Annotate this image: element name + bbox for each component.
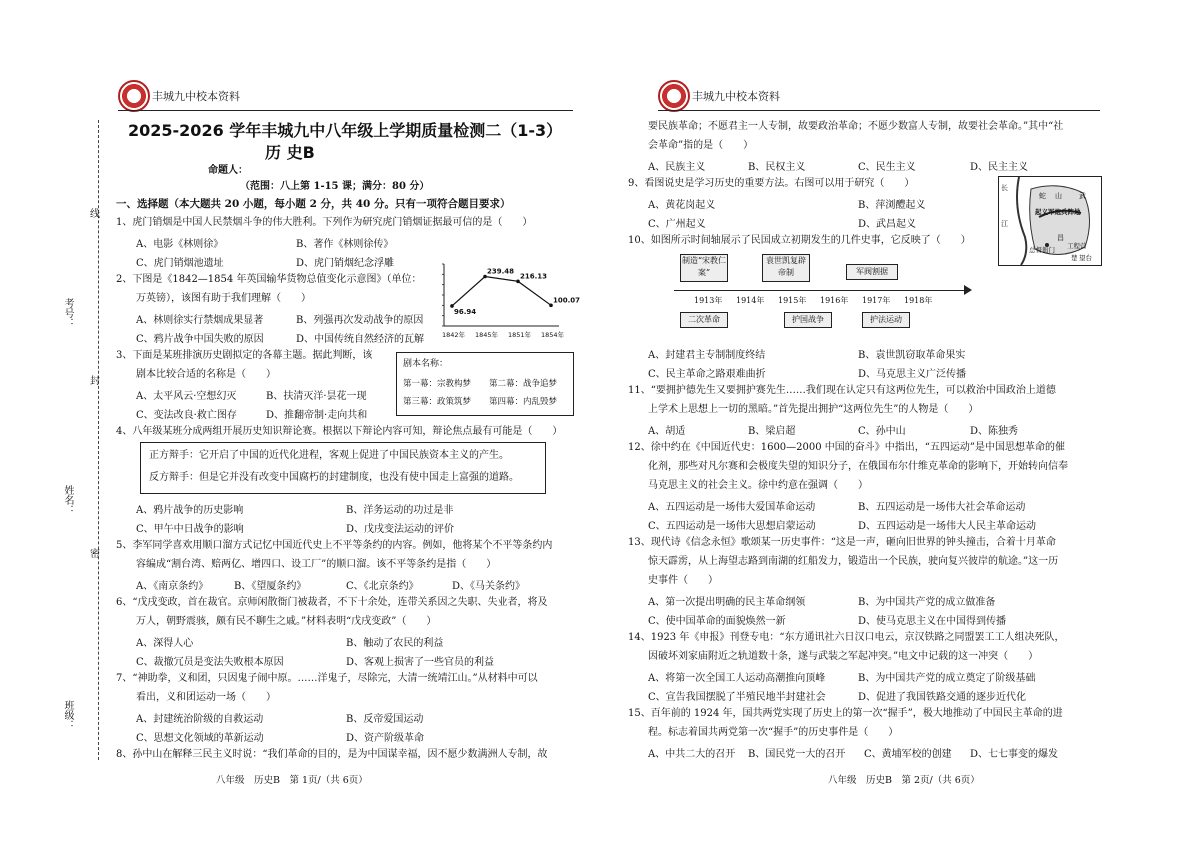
school-logo-icon-right: [658, 80, 690, 112]
timeline-year-1916: 1916年: [820, 296, 849, 305]
q8-stem-2: 要民族革命；不愿君主一人专制，故要政治革命；不愿少数富人专制，故要社会革命。”其中“社: [648, 121, 1064, 132]
q7-option-c: C、思想文化领域的革新运动: [136, 733, 264, 744]
q5-stem-1: 5、李军同学喜欢用顺口溜方式记忆中国近代史上不平等条约的内容。例如，他将某个不平等条约内: [116, 540, 553, 551]
timeline-event-national-protection: 护国战争: [784, 312, 832, 328]
timeline-year-1915: 1915年: [778, 296, 807, 305]
q2-option-d: D、中国传统自然经济的瓦解: [296, 334, 425, 345]
q10-stem: 10、如图所示时间轴展示了民国成立初期发生的几件史事，它反映了（ ）: [628, 235, 971, 246]
q6-stem-2: 万人，朝野震骇，颇有民不聊生之戚。”材料表明“戊戌变政”（ ）: [136, 616, 437, 627]
footer-left: 八年级 历史B 第 1页/（共 6页）: [216, 775, 368, 786]
timeline-event-warlords: 军阀割据: [846, 264, 898, 280]
q2-option-b: B、列强再次发动战争的原因: [296, 315, 424, 326]
timeline-year-1913: 1913年: [694, 296, 723, 305]
q2-option-c: C、鸦片战争中国失败的原因: [136, 334, 264, 345]
q5-option-b: B、《望厦条约》: [234, 581, 307, 592]
q1-option-d: D、虎门销烟纪念浮雕: [296, 258, 395, 269]
timeline-axis: [674, 290, 964, 291]
map-label-chang: 长: [1001, 184, 1008, 192]
q15-option-c: C、黄埔军校的创建: [864, 749, 952, 760]
q2-stem-2: 万英镑），该图有助于我们理解（ ）: [136, 293, 311, 304]
drama-act4: 第四幕：内乱毁梦: [489, 397, 558, 407]
q6-option-d: D、客观上损害了一些官员的利益: [346, 657, 495, 668]
wuchang-map: [998, 176, 1102, 266]
exam-scope: （范围：八上第 1-15 课；满分：80 分）: [240, 181, 430, 192]
q5-option-a: A、《南京条约》: [136, 581, 209, 592]
q3-stem-2: 剧本比较合适的名称是（ ）: [136, 369, 276, 380]
map-label-wangtai: 望台: [1079, 254, 1092, 262]
q12-stem-3: 马克思主义的社会主义。徐中约意在强调（ ）: [648, 480, 868, 491]
timeline-event-second-revolution: 二次革命: [680, 312, 728, 328]
timeline-year-1914: 1914年: [736, 296, 765, 305]
section1-heading: 一、选择题（本大题共 20 小题，每小题 2 分，共 40 分。只有一项符合题目要求）: [116, 198, 511, 210]
q11-option-c: C、孙中山: [858, 426, 906, 437]
q1-stem: 1、虎门销烟是中国人民禁烟斗争的伟大胜利。下列作为研究虎门销烟证据最可信的是（ ）: [116, 217, 533, 228]
debate-con: 反方辩手：但是它并没有改变中国腐朽的封建制度，也没有使中国走上富强的道路。: [149, 472, 519, 483]
q3-option-c: C、变法改良·救亡图存: [136, 410, 237, 421]
header-rule: [118, 110, 573, 111]
q12-stem-2: 化剂，那些对凡尔赛和会极度失望的知识分子，在俄国布尔什维克革命的影响下，开始转向信奉: [648, 461, 1068, 472]
q10-option-a: A、封建君主专制制度终结: [648, 350, 766, 361]
debate-pro: 正方辩手：它开启了中国的近代化进程，客观上促进了中国民族资本主义的产生。: [149, 450, 509, 461]
q9-option-d: D、武昌起义: [858, 219, 917, 230]
drama-act2: 第二幕：战争追梦: [489, 379, 558, 389]
school-name: 丰城九中校本资料: [152, 90, 240, 103]
map-label-chang2: 昌: [1057, 234, 1064, 242]
x-tick-label-1: 1845年: [475, 331, 499, 339]
q4-option-d: D、戊戌变法运动的评价: [346, 524, 455, 535]
q11-stem-2: 上学术上思想上一切的黑暗。”首先提出拥护“这两位先生”的人物是（ ）: [648, 404, 979, 415]
map-label-zongdu: 总督衙门: [1029, 246, 1055, 254]
page-right: [600, 0, 1200, 849]
q14-option-a: A、将第一次全国工人运动高潮推向顶峰: [648, 673, 826, 684]
q6-option-a: A、深得人心: [136, 638, 194, 649]
school-name-right: 丰城九中校本资料: [692, 90, 780, 103]
export-value-line-chart: [430, 258, 581, 340]
kaohao-label: 考号：: [62, 298, 73, 328]
q7-option-d: D、资产阶级革命: [346, 733, 425, 744]
debate-box: [140, 442, 546, 494]
q13-option-b: B、为中国共产党的成立做准备: [858, 597, 996, 608]
q10-option-b: B、袁世凯窃取革命果实: [858, 350, 966, 361]
q8-stem-3: 会革命”指的是（ ）: [648, 140, 754, 151]
q7-stem-2: 看出，义和团运动一场（ ）: [136, 692, 276, 703]
q13-stem-1: 13、现代诗《信念永恒》歌颂某一历史事件：“这是一声，砸向旧世界的钟头撞击，合着十月革命: [628, 537, 1056, 548]
q15-stem-2: 程。标志着国共两党第一次“握手”的历史事件是（ ）: [648, 727, 899, 738]
q12-option-d: D、五四运动是一场伟大人民主革命运动: [858, 521, 1037, 532]
q14-stem-2: 因破坏刘家庙附近之轨道数十条，遂与武装之军起冲突。”电文中记载的这一冲突（ ）: [648, 651, 1039, 662]
q15-option-b: B、国民党一大的召开: [748, 749, 846, 760]
q4-option-b: B、洋务运动的功过是非: [346, 505, 454, 516]
q12-stem-1: 12、徐中约在《中国近代史：1600—2000 中国的奋斗》中指出，“五四运动”是中国思想革命的催: [628, 442, 1066, 453]
river-line: [1017, 177, 1026, 265]
q1-option-c: C、虎门销烟池遗址: [136, 258, 224, 269]
q5-stem-2: 容编成“割台湾、赔两亿、增四口、设工厂”的顺口溜。该不平等条约是指（ ）: [136, 559, 497, 570]
side-feng: 封: [90, 376, 100, 387]
q8-option-a: A、民族主义: [648, 162, 706, 173]
q5-option-c: C、《北京条约》: [346, 581, 419, 592]
series-line: [452, 277, 551, 306]
data-label-1: 239.48: [487, 267, 515, 276]
x-tick-label-0: 1842年: [442, 331, 466, 339]
q5-option-d: D、《马关条约》: [452, 581, 526, 592]
q11-option-d: D、陈独秀: [970, 426, 1019, 437]
map-label-gongchengying: 工程营: [1067, 242, 1087, 250]
q7-option-b: B、反帝爱国运动: [346, 714, 424, 725]
drama-act3: 第三幕：政策筑梦: [403, 397, 472, 407]
timeline-event-restoration: 袁世凯复辟帝制: [762, 254, 810, 282]
q15-stem-1: 15、百年前的 1924 年，国共两党实现了历史上的第一次“握手”，极大地推动了中国民主革命的进: [628, 708, 1063, 719]
q9-stem: 9、看图说史是学习历史的重要方法。右图可以用于研究（ ）: [628, 178, 915, 189]
q9-option-c: C、广州起义: [648, 219, 706, 230]
q4-option-c: C、甲午中日战争的影响: [136, 524, 244, 535]
exam-author: 命题人：: [208, 165, 248, 176]
q3-stem-1: 3、下面是某班排演历史剧拟定的各幕主题。据此判断，该: [116, 350, 373, 361]
side-mi: 密: [90, 549, 100, 560]
q1-option-a: A、电影《林则徐》: [136, 239, 224, 250]
banji-label: 班级：: [62, 700, 73, 730]
drama-name: 剧本名称：: [403, 359, 449, 369]
q14-option-c: C、宣告我国摆脱了半殖民地半封建社会: [648, 692, 826, 703]
q11-stem-1: 11、“要拥护德先生又要拥护赛先生……我们现在认定只有这两位先生，可以救治中国政治上道德: [628, 385, 1056, 396]
map-label-wu: 武: [1079, 192, 1086, 200]
data-label-0: 96.94: [454, 307, 477, 316]
q8-option-d: D、民主主义: [970, 162, 1029, 173]
q6-option-c: C、裁撤冗员是变法失败根本原因: [136, 657, 284, 668]
data-label-2: 216.13: [520, 272, 548, 281]
q7-option-a: A、封建统治阶级的自救运动: [136, 714, 264, 725]
map-label-chu: 楚: [1071, 254, 1078, 262]
q13-stem-2: 惊天霹雳，从上海望志路到南湖的红船发力，锻造出一个民族，驶向复兴彼岸的航途。”这一历: [648, 556, 1059, 567]
q13-option-a: A、第一次提出明确的民主革命纲领: [648, 597, 806, 608]
footer-right: 八年级 历史B 第 2页/（共 6页）: [828, 775, 980, 786]
q6-stem-1: 6、“戊戌变政，首在裁官。京师闲散衙门被裁者，不下十余处，连带关系因之失职、失业者，将及: [116, 597, 548, 608]
q7-stem-1: 7、“神助拳，义和团，只因鬼子闹中原。……洋鬼子，尽除完，大清一统靖江山。”从材料中可以: [116, 673, 538, 684]
timeline-arrow-icon: [964, 285, 972, 295]
map-label-jiang: 江: [1001, 220, 1008, 228]
q2-stem-1: 2、下图是《1842—1854 年英国输华货物总值变化示意图》（单位：: [116, 274, 422, 285]
timeline-year-1917: 1917年: [862, 296, 891, 305]
q13-option-d: D、使马克思主义在中国得到传播: [858, 616, 1007, 627]
q4-option-a: A、鸦片战争的历史影响: [136, 505, 244, 516]
q14-stem-1: 14、1923 年《申报》刊登专电：“东方通讯社六日汉口电云，京汉铁路之同盟罢工工人组决死队，: [628, 632, 1065, 643]
q3-option-b: B、扶清灭洋·昙花一现: [266, 391, 367, 402]
exam-subject: 历 史B: [265, 143, 315, 162]
q3-option-a: A、太平风云·空想幻灭: [136, 391, 237, 402]
x-tick-label-2: 1851年: [508, 331, 532, 339]
side-xian: 线: [90, 209, 100, 220]
q12-option-c: C、五四运动是一场伟大思想启蒙运动: [648, 521, 816, 532]
q11-option-a: A、胡适: [648, 426, 686, 437]
header-rule-right: [658, 110, 1100, 111]
q13-option-c: C、使中国革命的面貌焕然一新: [648, 616, 786, 627]
q3-option-d: D、推翻帝制·走向共和: [266, 410, 368, 421]
q9-option-b: B、萍浏醴起义: [858, 200, 926, 211]
q8-option-c: C、民生主义: [858, 162, 916, 173]
timeline-event-songjiaoren: 制造“宋教仁案”: [680, 254, 728, 282]
map-label-shan: 山: [1055, 192, 1062, 200]
q15-option-a: A、中共二大的召开: [648, 749, 736, 760]
q2-option-a: A、林则徐实行禁烟成果显著: [136, 315, 264, 326]
exam-title: 2025-2026 学年丰城九中八年级上学期质量检测二（1-3）: [128, 121, 563, 140]
q12-option-a: A、五四运动是一场伟大爱国革命运动: [648, 502, 816, 513]
q12-option-b: B、五四运动是一场伟大社会革命运动: [858, 502, 1026, 513]
drama-act1: 第一幕：宗教构梦: [403, 379, 472, 389]
republic-timeline: [674, 254, 974, 330]
school-logo-icon: [118, 80, 150, 112]
q14-option-d: D、促进了我国铁路交通的逐步近代化: [858, 692, 1027, 703]
drama-box: [396, 352, 574, 416]
q8-stem-1: 8、孙中山在解释三民主义时说：“我们革命的目的，是为中国谋幸福，因不愿少数满洲人专制，故: [116, 749, 548, 760]
q13-stem-3: 史事件（ ）: [648, 575, 718, 586]
timeline-year-1918: 1918年: [904, 296, 933, 305]
q10-option-c: C、民主革命之路艰难曲折: [648, 369, 766, 380]
q6-option-b: B、触动了农民的利益: [346, 638, 444, 649]
map-label-uprising: 起义军炮兵阵地: [1035, 208, 1081, 216]
q11-option-b: B、梁启超: [748, 426, 796, 437]
timeline-event-constitution-protection: 护法运动: [862, 312, 910, 328]
q15-option-d: D、七七事变的爆发: [970, 749, 1059, 760]
map-label-she: 蛇: [1039, 192, 1046, 200]
q10-option-d: D、马克思主义广泛传播: [858, 369, 967, 380]
x-tick-label-3: 1854年: [541, 331, 565, 339]
q1-option-b: B、著作《林则徐传》: [296, 239, 394, 250]
q4-stem: 4、八年级某班分成两组开展历史知识辩论赛。根据以下辩论内容可知，辩论焦点最有可能是（ ）: [116, 426, 563, 437]
q14-option-b: B、为中国共产党的成立奠定了阶级基础: [858, 673, 1036, 684]
q9-option-a: A、黄花岗起义: [648, 200, 716, 211]
data-label-3: 100.07: [553, 296, 581, 305]
xingming-label: 姓名：: [62, 485, 73, 515]
q8-option-b: B、民权主义: [748, 162, 806, 173]
